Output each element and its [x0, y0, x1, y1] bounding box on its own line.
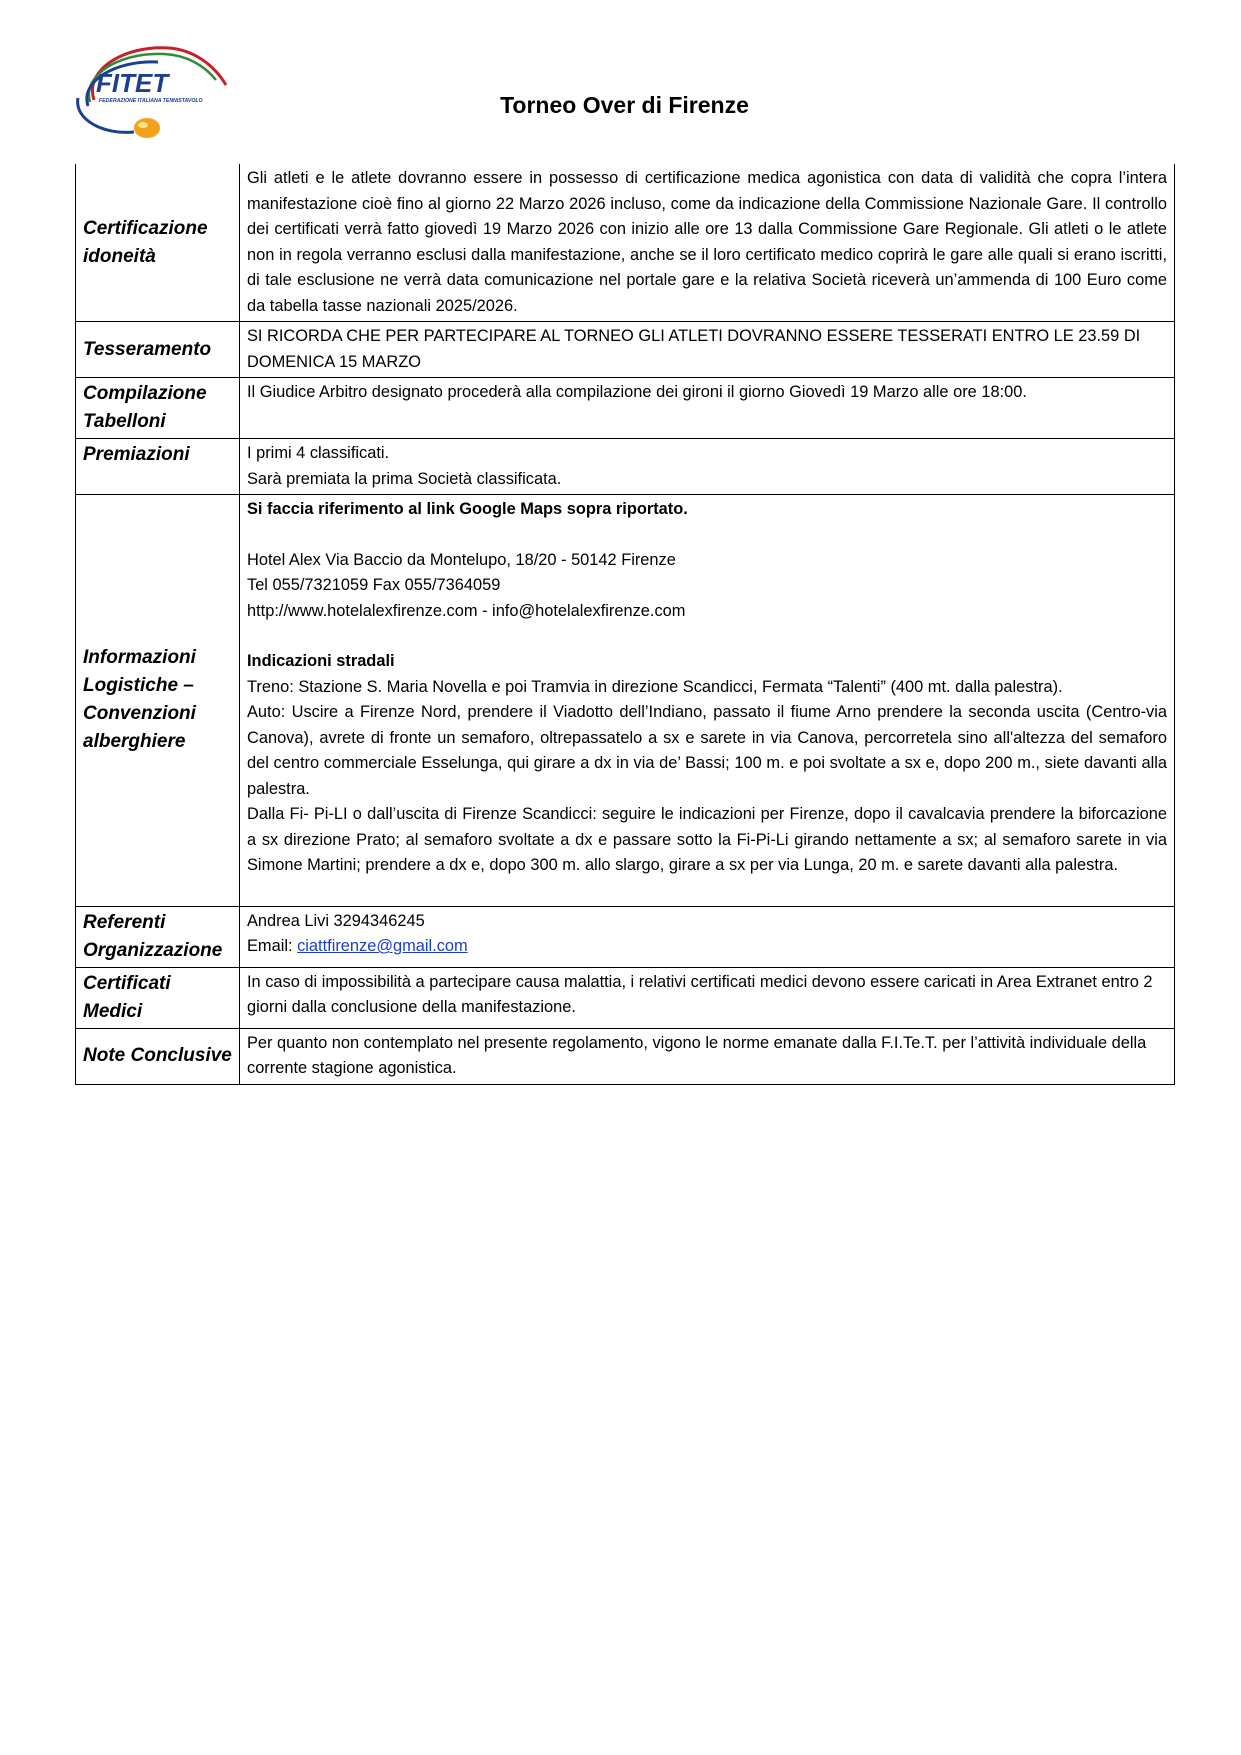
text-certificati: In caso di impossibilità a partecipare causa malattia, i relativi certificati medici devono essere caricati in Area Extranet entro 2 giorni dalla conclusione della manifestazione.: [240, 967, 1175, 1028]
row-premiazioni: [76, 439, 1175, 495]
directions-title: Indicazioni stradali: [247, 652, 395, 670]
row-compilazione: [76, 378, 1175, 439]
row-tesseramento: [76, 322, 1175, 378]
referente-contact: Andrea Livi 3294346245: [247, 911, 425, 930]
label-note: Note Conclusive: [76, 1028, 240, 1084]
regulation-table: [75, 164, 1175, 1085]
row-logistica: [76, 495, 1175, 907]
directions-car: Auto: Uscire a Firenze Nord, prendere il Viadotto dell’Indiano, passato il fiume Arno prendere la seconda uscita (Centro-via Canova), avrete di fronte un semaforo, oltrepassatelo a sx e sarete in via Canova, percorretela sino all'altezza del semaforo del centro commerciale Esselunga, qui girare a dx in via de’ Bassi; 100 m. e poi svoltate a sx e, dopo 200 m., siete davanti alla palestra.: [247, 703, 1167, 798]
email-link[interactable]: ciattfirenze@gmail.com: [297, 937, 468, 955]
label-compilazione: Compilazione Tabelloni: [76, 378, 240, 439]
email-label: Email:: [247, 937, 298, 955]
label-referenti: Referenti Organizzazione: [76, 906, 240, 967]
row-certificazione: [76, 164, 1175, 322]
row-certificati: [76, 967, 1175, 1028]
svg-text:FEDERAZIONE ITALIANA TENNISTAV: FEDERAZIONE ITALIANA TENNISTAVOLO: [99, 98, 203, 104]
premiazioni-line1: I primi 4 classificati.: [247, 444, 390, 462]
text-logistica: [240, 495, 1175, 907]
text-note: Per quanto non contemplato nel presente regolamento, vigono le norme emanate dalla F.I.Te.T. per l’attività individuale della corrente stagione agonistica.: [240, 1028, 1175, 1084]
text-certificazione: Gli atleti e le atlete dovranno essere in possesso di certificazione medica agonistica con data di validità che copra l’intera manifestazione cioè fino al giorno 22 Marzo 2026 incluso, come da indicazione della Commissione Nazionale Gare. Il controllo dei certificati verrà fatto giovedì 19 Marzo 2026 con inizio alle ore 13 dalla Commissione Gare Regionale. Gli atleti o le atlete non in regola verranno esclusi dalla manifestazione, anche se il loro certificato medico coprirà le gare alle quali si erano iscritti, di tale esclusione ne verrà data comunicazione nel portale gare e la relativa Società riceverà un’ammenda di 100 Euro come da tabella tasse nazionali 2025/2026.: [240, 164, 1175, 322]
text-referenti: [240, 906, 1175, 967]
directions-fipili: Dalla Fi- Pi-LI o dall’uscita di Firenze Scandicci: seguire le indicazioni per Firenze, dopo il cavalcavia prendere la biforcazione a sx direzione Prato; al semaforo svoltate a dx e passare sotto la Fi-Pi-Li girando nettamente a sx; al semaforo sarete in via Simone Martini; prendere a dx e, dopo 300 m. allo slargo, girare a sx per via Lunga, 20 m. e sarete davanti alla palestra.: [247, 805, 1167, 874]
directions-train: Treno: Stazione S. Maria Novella e poi Tramvia in direzione Scandicci, Fermata “Talenti” (400 mt. dalla palestra).: [247, 677, 1063, 696]
text-tesseramento: SI RICORDA CHE PER PARTECIPARE AL TORNEO GLI ATLETI DOVRANNO ESSERE TESSERATI ENTRO LE 23.59 DI DOMENICA 15 MARZO: [240, 322, 1175, 378]
hotel-phone: Tel 055/7321059 Fax 055/7364059: [247, 576, 501, 594]
label-tesseramento: Tesseramento: [76, 322, 240, 378]
label-premiazioni: Premiazioni: [76, 439, 240, 495]
label-certificazione: Certificazione idoneità: [76, 164, 240, 322]
logistica-intro: Si faccia riferimento al link Google Maps sopra riportato.: [247, 500, 688, 518]
label-certificati: Certificati Medici: [76, 967, 240, 1028]
text-compilazione: Il Giudice Arbitro designato procederà alla compilazione dei gironi il giorno Giovedì 19 Marzo alle ore 18:00.: [240, 378, 1175, 439]
text-premiazioni: [240, 439, 1175, 495]
hotel-web: http://www.hotelalexfirenze.com - info@hotelalexfirenze.com: [247, 601, 686, 620]
hotel-address: Hotel Alex Via Baccio da Montelupo, 18/20 - 50142 Firenze: [247, 550, 676, 569]
page-title: Torneo Over di Firenze: [500, 92, 749, 118]
row-note: [76, 1028, 1175, 1084]
label-logistica: Informazioni Logistiche – Convenzioni alberghiere: [76, 495, 240, 907]
svg-text:FITET: FITET: [96, 68, 169, 98]
referente-email-line: [247, 934, 1167, 960]
row-referenti: [76, 906, 1175, 967]
premiazioni-line2: Sarà premiata la prima Società classificata.: [247, 469, 562, 488]
